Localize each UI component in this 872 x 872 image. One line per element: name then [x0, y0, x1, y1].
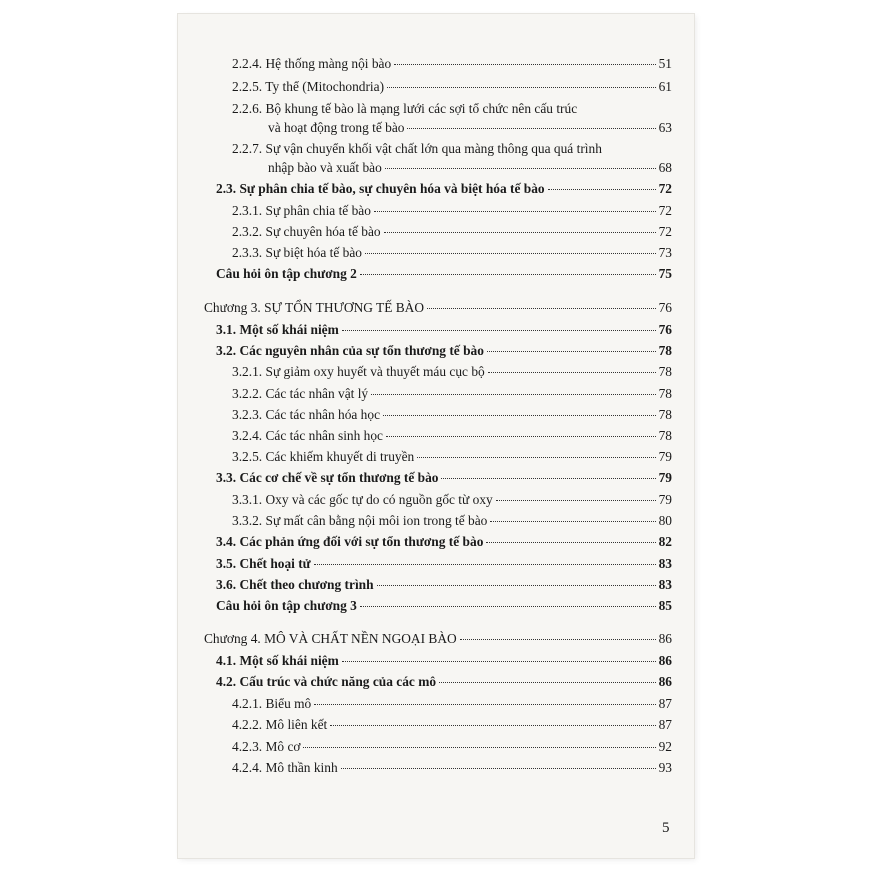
toc-entry-title: 2.3.2. Sự chuyên hóa tế bào	[232, 224, 381, 239]
toc-leader-dots	[360, 274, 656, 275]
toc-entry-title: 3.4. Các phản ứng đối với sự tổn thương tế bào	[216, 534, 484, 549]
toc-entry-page: 73	[658, 245, 672, 260]
toc-leader-dots	[342, 661, 656, 662]
toc-entry	[232, 696, 672, 712]
toc-leader-dots	[377, 585, 656, 586]
toc-leader-dots	[441, 478, 655, 479]
toc-entry-title: 3.2.1. Sự giảm oxy huyết và thuyết máu cục bộ	[232, 364, 485, 379]
toc-entry-page: 92	[658, 739, 672, 754]
toc-entry-title: 2.2.5. Ty thể (Mitochondria)	[232, 79, 385, 94]
toc-leader-dots	[486, 542, 655, 543]
toc-entry-title: 2.3.3. Sự biệt hóa tế bào	[232, 245, 363, 260]
toc-entry-page: 72	[658, 203, 672, 218]
toc-entry-page: 79	[658, 492, 672, 507]
toc-entry-page: 83	[658, 556, 672, 571]
toc-entry-title: 4.2.1. Biểu mô	[232, 696, 312, 711]
toc-entry	[232, 492, 672, 508]
toc-entry	[216, 674, 672, 690]
toc-entry-continuation: và hoạt động trong tế bào	[268, 120, 405, 135]
toc-leader-dots	[439, 682, 656, 683]
toc-leader-dots	[407, 128, 655, 129]
toc-entry-continuation: nhập bào và xuất bào	[268, 160, 382, 175]
toc-leader-dots	[303, 747, 655, 748]
toc-leader-dots	[330, 725, 655, 726]
toc-entry	[232, 224, 672, 240]
toc-leader-dots	[383, 415, 656, 416]
toc-entry-page: 79	[658, 470, 672, 485]
toc-entry-title: 2.2.4. Hệ thống màng nội bào	[232, 56, 392, 71]
toc-entry-title: 2.2.7. Sự vận chuyển khối vật chất lớn qua màng thông qua quá trình	[232, 141, 602, 156]
toc-entry-page: 78	[658, 386, 672, 401]
toc-leader-dots	[488, 372, 656, 373]
toc-entry-title: 3.2. Các nguyên nhân của sự tổn thương tế bào	[216, 343, 484, 358]
toc-entry	[232, 717, 672, 733]
toc-entry-page: 76	[658, 300, 672, 315]
toc-entry-title: 4.1. Một số khái niệm	[216, 653, 339, 668]
toc-leader-dots	[385, 168, 656, 169]
page-number: 5	[662, 820, 670, 836]
toc-entry-title: 4.2.3. Mô cơ	[232, 739, 301, 754]
toc-entry-title: 4.2.2. Mô liên kết	[232, 717, 328, 732]
toc-entry-title: 2.3. Sự phân chia tế bào, sự chuyên hóa và biệt hóa tế bào	[216, 181, 545, 196]
toc-entry-title: Chương 4. MÔ VÀ CHẤT NỀN NGOẠI BÀO	[204, 631, 457, 646]
toc-leader-dots	[460, 639, 656, 640]
toc-entry-page: 63	[658, 120, 672, 135]
toc-entry-page: 79	[658, 449, 672, 464]
toc-entry	[232, 245, 672, 261]
toc-entry-page: 86	[658, 653, 672, 668]
toc-entry	[232, 79, 672, 95]
toc-entry-page: 72	[658, 181, 672, 196]
toc-leader-dots	[417, 457, 655, 458]
toc-entry-title: 2.3.1. Sự phân chia tế bào	[232, 203, 371, 218]
toc-entry-title: 3.1. Một số khái niệm	[216, 322, 339, 337]
toc-entry-page: 87	[658, 696, 672, 711]
toc-leader-dots	[341, 768, 656, 769]
toc-entry	[232, 364, 672, 380]
toc-leader-dots	[374, 211, 656, 212]
toc-leader-dots	[394, 64, 655, 65]
toc-entry	[216, 577, 672, 593]
toc-leader-dots	[387, 87, 656, 88]
toc-entry-page: 78	[658, 407, 672, 422]
toc-entry-page: 72	[658, 224, 672, 239]
toc-entry	[268, 120, 672, 136]
toc-entry-page: 86	[658, 674, 672, 689]
toc-entry-title: Câu hỏi ôn tập chương 2	[216, 266, 357, 281]
toc-entry	[216, 598, 672, 614]
toc-chapter-entry	[204, 631, 672, 647]
toc-entry	[216, 322, 672, 338]
toc-entry	[216, 653, 672, 669]
toc-entry-page: 78	[658, 343, 672, 358]
toc-leader-dots	[360, 606, 656, 607]
toc-entry-title: 4.2. Cấu trúc và chức năng của các mô	[216, 674, 437, 689]
toc-entry-page: 86	[658, 631, 672, 646]
toc-leader-dots	[490, 521, 655, 522]
toc-entry-page: 51	[658, 56, 672, 71]
toc-entry	[232, 513, 672, 529]
toc-entry-title: 3.3. Các cơ chế về sự tổn thương tế bào	[216, 470, 439, 485]
toc-entry	[216, 266, 672, 282]
toc-entry-page: 78	[658, 428, 672, 443]
toc-leader-dots	[427, 308, 656, 309]
toc-chapter-entry	[204, 300, 672, 316]
toc-leader-dots	[371, 394, 655, 395]
toc-entry-title: 2.2.6. Bộ khung tế bào là mạng lưới các sợi tổ chức nên cấu trúc	[232, 101, 578, 116]
toc-entry-title: 3.2.2. Các tác nhân vật lý	[232, 386, 369, 401]
toc-leader-dots	[548, 189, 656, 190]
toc-leader-dots	[314, 564, 656, 565]
toc-entry-page: 85	[658, 598, 672, 613]
toc-entry	[216, 470, 672, 486]
toc-entry	[232, 56, 672, 72]
toc-entry-page: 68	[658, 160, 672, 175]
toc-entry-title: 3.5. Chết hoại tử	[216, 556, 311, 571]
toc-entry-page: 87	[658, 717, 672, 732]
toc-entry-title: 3.6. Chết theo chương trình	[216, 577, 374, 592]
toc-entry	[232, 203, 672, 219]
toc-entry-page: 83	[658, 577, 672, 592]
toc-leader-dots	[314, 704, 655, 705]
toc-entry	[268, 160, 672, 176]
toc-leader-dots	[487, 351, 656, 352]
toc-entry	[232, 449, 672, 465]
toc-entry-page: 82	[658, 534, 672, 549]
toc-entry	[216, 534, 672, 550]
toc-leader-dots	[384, 232, 656, 233]
toc-entry-page: 80	[658, 513, 672, 528]
toc-entry	[232, 428, 672, 444]
toc-leader-dots	[496, 500, 656, 501]
toc-entry	[232, 407, 672, 423]
toc-entry-page: 76	[658, 322, 672, 337]
toc-entry-title: Chương 3. SỰ TỔN THƯƠNG TẾ BÀO	[204, 300, 425, 315]
toc-entry	[232, 739, 672, 755]
toc-entry	[216, 556, 672, 572]
toc-entry	[232, 386, 672, 402]
toc-leader-dots	[365, 253, 656, 254]
toc-entry-title: 3.2.5. Các khiếm khuyết di truyền	[232, 449, 415, 464]
toc-entry-title: 3.3.2. Sự mất cân bằng nội môi ion trong tế bào	[232, 513, 488, 528]
toc-entry	[216, 181, 672, 197]
toc-leader-dots	[386, 436, 656, 437]
toc-entry-page: 75	[658, 266, 672, 281]
toc-entry-title: 3.2.4. Các tác nhân sinh học	[232, 428, 384, 443]
toc-entry-page: 93	[658, 760, 672, 775]
toc-entry-page: 78	[658, 364, 672, 379]
toc-entry	[216, 343, 672, 359]
toc-entry-title: Câu hỏi ôn tập chương 3	[216, 598, 357, 613]
toc-entry	[232, 760, 672, 776]
toc-entry-title: 3.2.3. Các tác nhân hóa học	[232, 407, 381, 422]
toc-leader-dots	[342, 330, 656, 331]
toc-entry-page: 61	[658, 79, 672, 94]
toc-entry-title: 4.2.4. Mô thần kinh	[232, 760, 338, 775]
toc-entry-title: 3.3.1. Oxy và các gốc tự do có nguồn gốc từ oxy	[232, 492, 493, 507]
